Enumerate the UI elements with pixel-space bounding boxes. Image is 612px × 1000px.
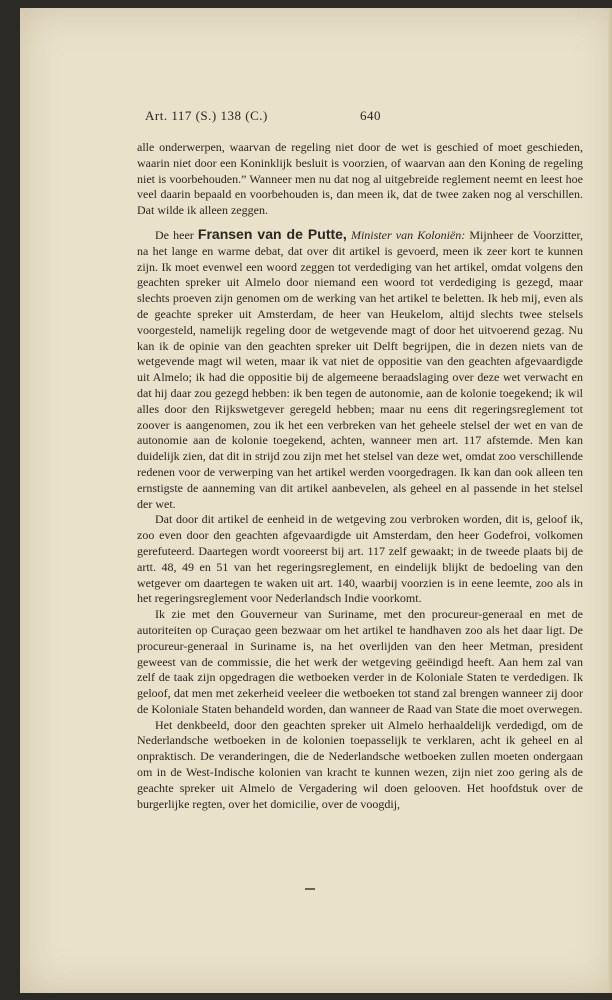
paragraph: alle onderwerpen, waarvan de regeling niet door de wet is geschied of moet geschieden, waarin niet door een Koninklijk besluit is voorzien, of waarvan aan den Koning de regeling niet is voorbehouden.” Wanneer men nu dat nog al uitgebreide reglement neemt en leest hoe veel daarin bepaald en voorbehouden is, dan meen ik, dat de twee zaken nog al verschillen. Dat wilde ik alleen zeggen.: [137, 140, 583, 218]
paragraph: Ik zie met den Gouverneur van Suriname, met den procureur-generaal en met de autoriteiten op Curaçao geen bezwaar om het artikel te handhaven zoo als het daar ligt. De procureur-generaal in Suriname is, na het overlijden van den heer Metman, president geweest van de commissie, die het werk der wetgeving geëindigd heeft. Aan hem zal van zelf de taak zijn opgedragen die wetboeken verder in de Koloniale Staten te verdedigen. Ik geloof, dat men met zekerheid veeleer die wetboeken tot stand zal brengen wanneer zij door de Koloniale Staten behandeld worden, dan wanneer de Raad van State die moet overwegen.: [137, 607, 583, 716]
running-header: [145, 108, 485, 124]
speech-text: Mijnheer de Voorzitter, na het lange en warme debat, dat over dit artikel is gevoerd, meen ik zeer kort te kunnen zijn. Ik moet evenwel een woord zeggen tot verdediging van het artikel, omdat volgens den geachten spreker uit Almelo door niemand een woord tot verdediging is gezegd, maar slechts proeven zijn genomen om de werking van het artikel te beletten. Ik heb mij, even als de geachte spreker uit Amsterdam, de heer van Heukelom, altijd slechts twee stelsels voorgesteld, namelijk regeling door de wetgevende magt of door het uitvoerend gezag. Nu kan ik de opinie van den geachten spreker uit Delft begrijpen, die in dezen niets van de wetgevende magt wil weten, maar ik vat niet de oppositie van den geachten afgevaardigde uit Almelo; ik had die oppositie bij de algemeene beraadslaging over deze wet verwacht en dat hij daar zou gezegd hebben: ik ben tegen de autonomie, aan de kolonie toegekend; ik wil alles door den Rijkswetgever geregeld hebben; maar nu eens dit regeringsreglement tot zoover is aangenomen, zou ik het een verbreken van het geheele stelsel der wet en van de autonomie aan de kolonie toegekend, achten, wanneer men art. 117 afstemde. Men kan duidelijk zien, dat dit in strijd zou zijn met het stelsel van deze wet, omdat zoo verschillende redenen voor de verwerping van het artikel werden voorgedragen. Ik kan dan ook alleen ten ernstigste de aanneming van dit artikel aanbevelen, als geheel en al passende in het stelsel der wet.: [137, 227, 584, 511]
body-text: [137, 140, 583, 812]
paragraph-speech: [137, 227, 583, 512]
article-reference: Art. 117 (S.) 138 (C.): [145, 108, 268, 123]
paragraph: Dat door dit artikel de eenheid in de wetgeving zou verbroken worden, dit is, geloof ik, zoo even door den geachten afgevaardigde uit Amsterdam, den heer Godefroi, volkomen gerefuteerd. Daartegen wordt vooreerst bij art. 117 zelf gewaakt; in de tweede plaats bij de artt. 48, 49 en 51 van het regeringsreglement, en eindelijk blijkt de bedoeling van den wetgever om daartegen te waken uit art. 140, waarbij voorzien is in eene leemte, zoo als in het regeringsreglement voor Nederlandsch Indie voorkomt.: [137, 512, 583, 606]
printer-mark: [305, 888, 315, 890]
book-page: [20, 8, 612, 993]
page-edge: [608, 8, 612, 993]
speaker-name: Fransen van de Putte,: [197, 225, 347, 242]
speaker-role: Minister van Koloniën:: [350, 227, 466, 242]
paragraph: Het denkbeeld, door den geachten spreker uit Almelo herhaaldelijk verdedigd, om de Nederlandsche wetboeken in de kolonien toepasselijk te verklaren, acht ik geheel en al onpraktisch. De veranderingen, die de Nederlandsche wetboeken zullen moeten ondergaan om in de West-Indische kolonien van kracht te kunnen wezen, zijn niet zoo gering als de geachte spreker uit Almelo de Vergadering wil doen gelooven. Het hoofdstuk over de burgerlijke regten, over het domicilie, over de voogdij,: [137, 717, 583, 811]
speech-intro: De heer: [155, 227, 194, 242]
page-number: 640: [360, 108, 381, 123]
